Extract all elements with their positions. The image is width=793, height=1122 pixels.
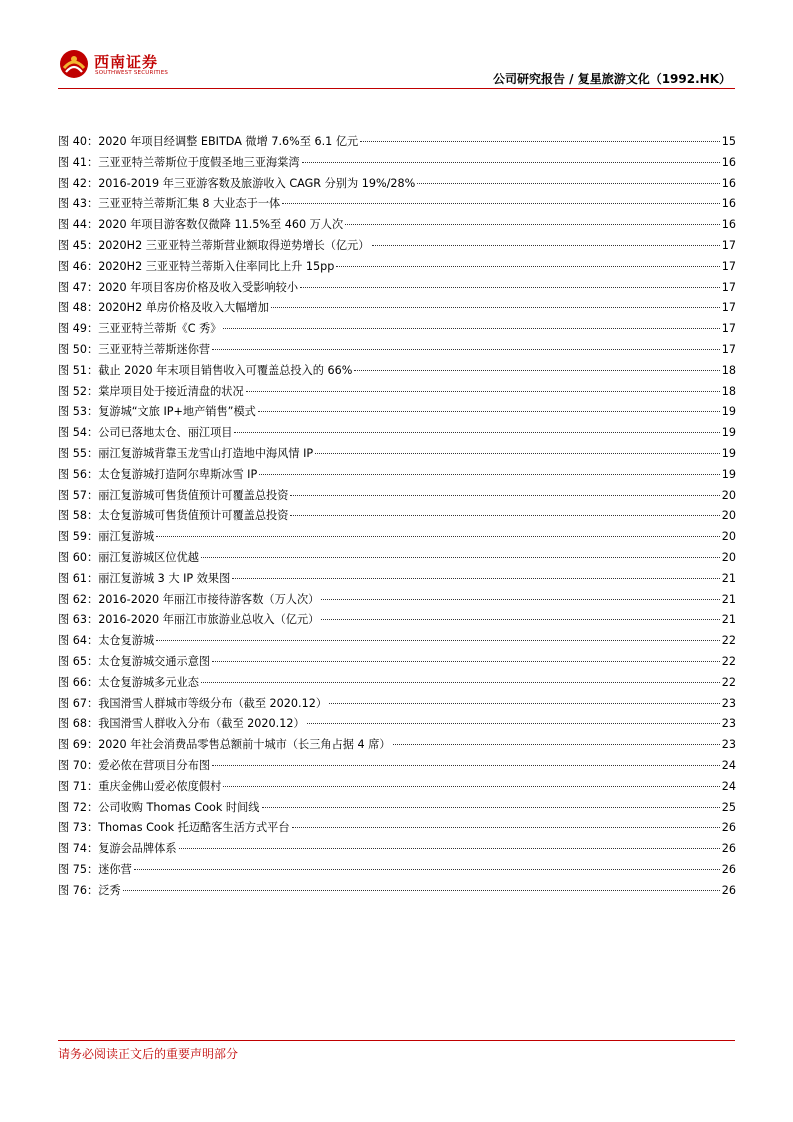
toc-entry[interactable] bbox=[58, 777, 736, 798]
toc-entry-label: 图 71 bbox=[58, 779, 87, 793]
toc-entry-label: 图 52 bbox=[58, 384, 87, 398]
toc-entry-separator: ： bbox=[86, 238, 99, 252]
toc-entry-label: 图 66 bbox=[58, 675, 87, 689]
toc-dot-leader bbox=[321, 619, 719, 620]
toc-entry-page-number: 21 bbox=[721, 613, 736, 627]
toc-entry-separator: ： bbox=[86, 634, 99, 648]
toc-dot-leader bbox=[300, 287, 720, 288]
toc-entry-title: 2020H2 单房价格及收入大幅增加 bbox=[98, 301, 269, 315]
toc-entry-page-number: 26 bbox=[721, 821, 736, 835]
toc-entry-page-number: 19 bbox=[721, 446, 736, 460]
toc-entry-label: 图 50 bbox=[58, 342, 87, 356]
toc-entry-separator: ： bbox=[86, 800, 99, 814]
toc-dot-leader bbox=[212, 765, 720, 766]
toc-entry-separator: ： bbox=[86, 342, 99, 356]
toc-entry-separator: ： bbox=[86, 301, 99, 315]
toc-entry[interactable] bbox=[58, 548, 736, 569]
toc-entry-label: 图 64 bbox=[58, 634, 87, 648]
toc-dot-leader bbox=[232, 578, 719, 579]
toc-entry-label: 图 45 bbox=[58, 238, 87, 252]
toc-entry-page-number: 17 bbox=[721, 301, 736, 315]
toc-entry-page-number: 20 bbox=[721, 509, 736, 523]
toc-dot-leader bbox=[336, 266, 719, 267]
toc-entry-title: 太仓复游城交通示意图 bbox=[98, 654, 211, 668]
toc-dot-leader bbox=[393, 744, 720, 745]
toc-entry-label: 图 73 bbox=[58, 821, 87, 835]
logo-subtext: SOUTHWEST SECURITIES bbox=[95, 70, 169, 76]
toc-dot-leader bbox=[417, 183, 720, 184]
toc-entry-title: 丽江复游城区位优越 bbox=[98, 550, 199, 564]
toc-entry-title: 迷你营 bbox=[98, 862, 132, 876]
toc-entry-separator: ： bbox=[86, 322, 99, 336]
toc-entry-separator: ： bbox=[86, 467, 99, 481]
toc-dot-leader bbox=[282, 203, 720, 204]
toc-dot-leader bbox=[372, 245, 720, 246]
header-divider bbox=[58, 88, 735, 89]
toc-entry-page-number: 22 bbox=[721, 675, 736, 689]
toc-entry-label: 图 59 bbox=[58, 530, 87, 544]
toc-entry-label: 图 75 bbox=[58, 862, 87, 876]
toc-entry[interactable] bbox=[58, 631, 736, 652]
toc-entry-title: 丽江复游城 3 大 IP 效果图 bbox=[98, 571, 231, 585]
toc-dot-leader bbox=[290, 515, 719, 516]
toc-entry-title: 三亚亚特兰蒂斯汇集 8 大业态于一体 bbox=[98, 197, 281, 211]
toc-entry-title: 公司收购 Thomas Cook 时间线 bbox=[98, 800, 260, 814]
report-header-title: 公司研究报告 / 复星旅游文化（1992.HK） bbox=[492, 72, 731, 86]
toc-entry[interactable] bbox=[58, 486, 736, 507]
toc-entry-title: 截止 2020 年末项目销售收入可覆盖总投入的 66% bbox=[98, 363, 353, 377]
toc-dot-leader bbox=[201, 682, 720, 683]
toc-entry-separator: ： bbox=[86, 363, 99, 377]
toc-entry-page-number: 20 bbox=[721, 530, 736, 544]
toc-dot-leader bbox=[271, 307, 720, 308]
toc-entry-title: 泛秀 bbox=[98, 883, 121, 897]
toc-entry[interactable] bbox=[58, 174, 736, 195]
toc-entry[interactable] bbox=[58, 153, 736, 174]
toc-dot-leader bbox=[156, 536, 720, 537]
toc-entry-page-number: 25 bbox=[721, 800, 736, 814]
toc-entry-separator: ： bbox=[86, 571, 99, 585]
toc-entry-label: 图 67 bbox=[58, 696, 87, 710]
toc-entry-page-number: 17 bbox=[721, 259, 736, 273]
toc-dot-leader bbox=[321, 599, 719, 600]
toc-entry-page-number: 21 bbox=[721, 571, 736, 585]
toc-entry-label: 图 76 bbox=[58, 883, 87, 897]
toc-entry[interactable] bbox=[58, 590, 736, 611]
toc-entry-label: 图 63 bbox=[58, 613, 87, 627]
toc-entry-label: 图 43 bbox=[58, 197, 87, 211]
toc-entry-title: 2020 年项目游客数仅微降 11.5%至 460 万人次 bbox=[98, 218, 344, 232]
toc-entry-separator: ： bbox=[86, 488, 99, 502]
toc-entry-separator: ： bbox=[86, 530, 99, 544]
toc-entry-title: 2020 年项目客房价格及收入受影响较小 bbox=[98, 280, 299, 294]
toc-entry-label: 图 65 bbox=[58, 654, 87, 668]
toc-entry[interactable] bbox=[58, 673, 736, 694]
toc-entry[interactable] bbox=[58, 402, 736, 423]
logo-text: 西南证券 bbox=[94, 53, 159, 71]
toc-entry-page-number: 26 bbox=[721, 842, 736, 856]
toc-entry[interactable] bbox=[58, 236, 736, 257]
toc-entry-separator: ： bbox=[86, 135, 99, 148]
toc-entry-separator: ： bbox=[86, 862, 99, 876]
toc-entry-page-number: 23 bbox=[721, 738, 736, 752]
toc-entry-title: 复游城“文旅 IP+地产销售”模式 bbox=[98, 405, 256, 419]
toc-dot-leader bbox=[302, 162, 720, 163]
toc-entry-label: 图 51 bbox=[58, 363, 87, 377]
toc-entry-label: 图 40 bbox=[58, 135, 87, 148]
toc-entry-page-number: 22 bbox=[721, 654, 736, 668]
toc-entry-separator: ： bbox=[86, 384, 99, 398]
toc-entry-label: 图 41 bbox=[58, 155, 87, 169]
toc-entry-label: 图 70 bbox=[58, 758, 87, 772]
toc-entry-page-number: 19 bbox=[721, 405, 736, 419]
toc-entry-label: 图 55 bbox=[58, 446, 87, 460]
toc-entry-separator: ： bbox=[86, 197, 99, 211]
toc-entry[interactable] bbox=[58, 215, 736, 236]
southwest-securities-logo-icon bbox=[58, 48, 90, 80]
toc-entry-label: 图 62 bbox=[58, 592, 87, 606]
toc-entry[interactable] bbox=[58, 361, 736, 382]
toc-entry-page-number: 20 bbox=[721, 488, 736, 502]
toc-entry-separator: ： bbox=[86, 446, 99, 460]
toc-entry-title: 2016-2020 年丽江市接待游客数（万人次） bbox=[98, 592, 320, 606]
toc-entry-title: 丽江复游城 bbox=[98, 530, 155, 544]
toc-entry-label: 图 56 bbox=[58, 467, 87, 481]
toc-dot-leader bbox=[292, 827, 720, 828]
toc-entry-page-number: 19 bbox=[721, 467, 736, 481]
toc-entry-separator: ： bbox=[86, 696, 99, 710]
toc-entry-label: 图 72 bbox=[58, 800, 87, 814]
toc-entry-title: 棠岸项目处于接近清盘的状况 bbox=[98, 384, 244, 398]
toc-entry-label: 图 68 bbox=[58, 717, 87, 731]
toc-entry[interactable] bbox=[58, 382, 736, 403]
toc-entry-label: 图 53 bbox=[58, 405, 87, 419]
toc-entry-label: 图 48 bbox=[58, 301, 87, 315]
toc-entry-page-number: 16 bbox=[721, 197, 736, 211]
toc-entry-page-number: 23 bbox=[721, 696, 736, 710]
toc-entry-separator: ： bbox=[86, 613, 99, 627]
toc-entry-page-number: 26 bbox=[721, 862, 736, 876]
toc-entry-label: 图 57 bbox=[58, 488, 87, 502]
toc-entry-page-number: 21 bbox=[721, 592, 736, 606]
toc-dot-leader bbox=[258, 411, 720, 412]
toc-entry-label: 图 42 bbox=[58, 176, 87, 190]
figure-table-of-contents bbox=[58, 132, 736, 901]
toc-entry-title: 2020H2 三亚亚特兰蒂斯入住率同比上升 15pp bbox=[98, 259, 335, 273]
toc-entry-title: 2020 年社会消费品零售总额前十城市（长三角占据 4 席） bbox=[98, 738, 391, 752]
toc-entry[interactable] bbox=[58, 444, 736, 465]
toc-entry[interactable] bbox=[58, 319, 736, 340]
toc-entry[interactable] bbox=[58, 257, 736, 278]
toc-entry-separator: ： bbox=[86, 550, 99, 564]
toc-entry-page-number: 16 bbox=[721, 176, 736, 190]
toc-dot-leader bbox=[234, 432, 719, 433]
toc-entry[interactable] bbox=[58, 714, 736, 735]
toc-entry-separator: ： bbox=[86, 218, 99, 232]
toc-entry[interactable] bbox=[58, 756, 736, 777]
toc-entry[interactable] bbox=[58, 839, 736, 860]
toc-entry-title: Thomas Cook 托迈酷客生活方式平台 bbox=[98, 821, 290, 835]
toc-entry[interactable] bbox=[58, 506, 736, 527]
toc-entry[interactable] bbox=[58, 735, 736, 756]
toc-dot-leader bbox=[246, 391, 720, 392]
toc-entry-label: 图 44 bbox=[58, 218, 87, 232]
toc-entry-separator: ： bbox=[86, 821, 99, 835]
toc-entry-separator: ： bbox=[86, 592, 99, 606]
toc-dot-leader bbox=[179, 848, 720, 849]
toc-entry-title: 三亚亚特兰蒂斯位于度假圣地三亚海棠湾 bbox=[98, 155, 300, 169]
toc-dot-leader bbox=[212, 661, 720, 662]
toc-entry[interactable] bbox=[58, 278, 736, 299]
toc-entry-separator: ： bbox=[86, 738, 99, 752]
toc-entry-separator: ： bbox=[86, 405, 99, 419]
toc-entry-separator: ： bbox=[86, 176, 99, 190]
toc-entry-page-number: 24 bbox=[721, 758, 736, 772]
toc-dot-leader bbox=[360, 141, 720, 142]
toc-dot-leader bbox=[201, 557, 720, 558]
toc-entry[interactable] bbox=[58, 298, 736, 319]
toc-dot-leader bbox=[134, 869, 720, 870]
toc-dot-leader bbox=[156, 640, 720, 641]
toc-entry[interactable] bbox=[58, 881, 736, 902]
toc-dot-leader bbox=[123, 890, 720, 891]
toc-entry-title: 三亚亚特兰蒂斯《C 秀》 bbox=[98, 322, 222, 336]
toc-entry-title: 2016-2019 年三亚游客数及旅游收入 CAGR 分别为 19%/28% bbox=[98, 176, 416, 190]
toc-entry-title: 公司已落地太仓、丽江项目 bbox=[98, 426, 233, 440]
toc-entry[interactable] bbox=[58, 610, 736, 631]
toc-entry-page-number: 18 bbox=[721, 384, 736, 398]
toc-entry-title: 丽江复游城背靠玉龙雪山打造地中海风情 IP bbox=[98, 446, 314, 460]
toc-entry-separator: ： bbox=[86, 509, 99, 523]
toc-entry-title: 我国滑雪人群收入分布（截至 2020.12） bbox=[98, 717, 305, 731]
footer-disclaimer-notice: 请务必阅读正文后的重要声明部分 bbox=[58, 1047, 239, 1061]
toc-entry-title: 2020H2 三亚亚特兰蒂斯营业额取得逆势增长（亿元） bbox=[98, 238, 370, 252]
toc-entry[interactable] bbox=[58, 465, 736, 486]
company-logo bbox=[58, 48, 178, 84]
toc-entry-page-number: 17 bbox=[721, 342, 736, 356]
toc-entry-label: 图 61 bbox=[58, 571, 87, 585]
toc-entry-page-number: 24 bbox=[721, 779, 736, 793]
toc-entry[interactable] bbox=[58, 652, 736, 673]
toc-dot-leader bbox=[259, 474, 720, 475]
toc-entry-label: 图 46 bbox=[58, 259, 87, 273]
toc-entry-page-number: 16 bbox=[721, 155, 736, 169]
toc-entry-separator: ： bbox=[86, 654, 99, 668]
toc-dot-leader bbox=[262, 807, 720, 808]
toc-entry[interactable] bbox=[58, 818, 736, 839]
toc-entry-separator: ： bbox=[86, 883, 99, 897]
toc-entry-separator: ： bbox=[86, 758, 99, 772]
toc-entry[interactable] bbox=[58, 798, 736, 819]
toc-entry-label: 图 60 bbox=[58, 550, 87, 564]
toc-entry-separator: ： bbox=[86, 779, 99, 793]
toc-dot-leader bbox=[290, 495, 719, 496]
toc-entry-page-number: 19 bbox=[721, 426, 736, 440]
toc-dot-leader bbox=[345, 224, 720, 225]
toc-entry[interactable] bbox=[58, 194, 736, 215]
toc-entry-page-number: 26 bbox=[721, 883, 736, 897]
toc-dot-leader bbox=[354, 370, 719, 371]
toc-entry-separator: ： bbox=[86, 426, 99, 440]
toc-entry[interactable] bbox=[58, 132, 736, 153]
toc-entry-label: 图 69 bbox=[58, 738, 87, 752]
toc-entry[interactable] bbox=[58, 694, 736, 715]
toc-entry-page-number: 17 bbox=[721, 280, 736, 294]
toc-entry[interactable] bbox=[58, 340, 736, 361]
toc-entry[interactable] bbox=[58, 527, 736, 548]
toc-entry-page-number: 15 bbox=[721, 135, 736, 148]
toc-entry-title: 我国滑雪人群城市等级分布（截至 2020.12） bbox=[98, 696, 328, 710]
toc-entry-label: 图 47 bbox=[58, 280, 87, 294]
toc-entry-label: 图 74 bbox=[58, 842, 87, 856]
toc-entry-page-number: 17 bbox=[721, 322, 736, 336]
toc-entry-label: 图 54 bbox=[58, 426, 87, 440]
toc-entry-title: 三亚亚特兰蒂斯迷你营 bbox=[98, 342, 211, 356]
toc-entry-page-number: 17 bbox=[721, 238, 736, 252]
toc-entry-separator: ： bbox=[86, 675, 99, 689]
toc-entry-label: 图 58 bbox=[58, 509, 87, 523]
toc-entry-title: 2020 年项目经调整 EBITDA 微增 7.6%至 6.1 亿元 bbox=[98, 135, 359, 148]
toc-entry[interactable] bbox=[58, 569, 736, 590]
toc-entry-title: 太仓复游城多元业态 bbox=[98, 675, 199, 689]
toc-dot-leader bbox=[329, 703, 720, 704]
toc-dot-leader bbox=[223, 328, 719, 329]
toc-entry-separator: ： bbox=[86, 259, 99, 273]
toc-entry-page-number: 23 bbox=[721, 717, 736, 731]
toc-entry-page-number: 18 bbox=[721, 363, 736, 377]
toc-entry-title: 重庆金佛山爱必侬度假村 bbox=[98, 779, 222, 793]
toc-dot-leader bbox=[223, 786, 719, 787]
toc-entry-title: 爱必侬在营项目分布图 bbox=[98, 758, 211, 772]
toc-entry[interactable] bbox=[58, 860, 736, 881]
toc-entry-title: 太仓复游城打造阿尔卑斯冰雪 IP bbox=[98, 467, 258, 481]
toc-entry-title: 太仓复游城可售货值预计可覆盖总投资 bbox=[98, 509, 289, 523]
toc-entry-title: 2016-2020 年丽江市旅游业总收入（亿元） bbox=[98, 613, 320, 627]
toc-entry-separator: ： bbox=[86, 842, 99, 856]
toc-entry-title: 复游会品牌体系 bbox=[98, 842, 177, 856]
toc-entry-label: 图 49 bbox=[58, 322, 87, 336]
toc-entry-separator: ： bbox=[86, 717, 99, 731]
toc-dot-leader bbox=[315, 453, 720, 454]
toc-dot-leader bbox=[212, 349, 720, 350]
footer-divider bbox=[58, 1040, 735, 1041]
toc-entry-separator: ： bbox=[86, 280, 99, 294]
toc-entry-page-number: 16 bbox=[721, 218, 736, 232]
toc-entry-title: 丽江复游城可售货值预计可覆盖总投资 bbox=[98, 488, 289, 502]
toc-entry-page-number: 20 bbox=[721, 550, 736, 564]
toc-entry-page-number: 22 bbox=[721, 634, 736, 648]
toc-dot-leader bbox=[307, 723, 720, 724]
toc-entry[interactable] bbox=[58, 423, 736, 444]
toc-entry-separator: ： bbox=[86, 155, 99, 169]
toc-entry-title: 太仓复游城 bbox=[98, 634, 155, 648]
